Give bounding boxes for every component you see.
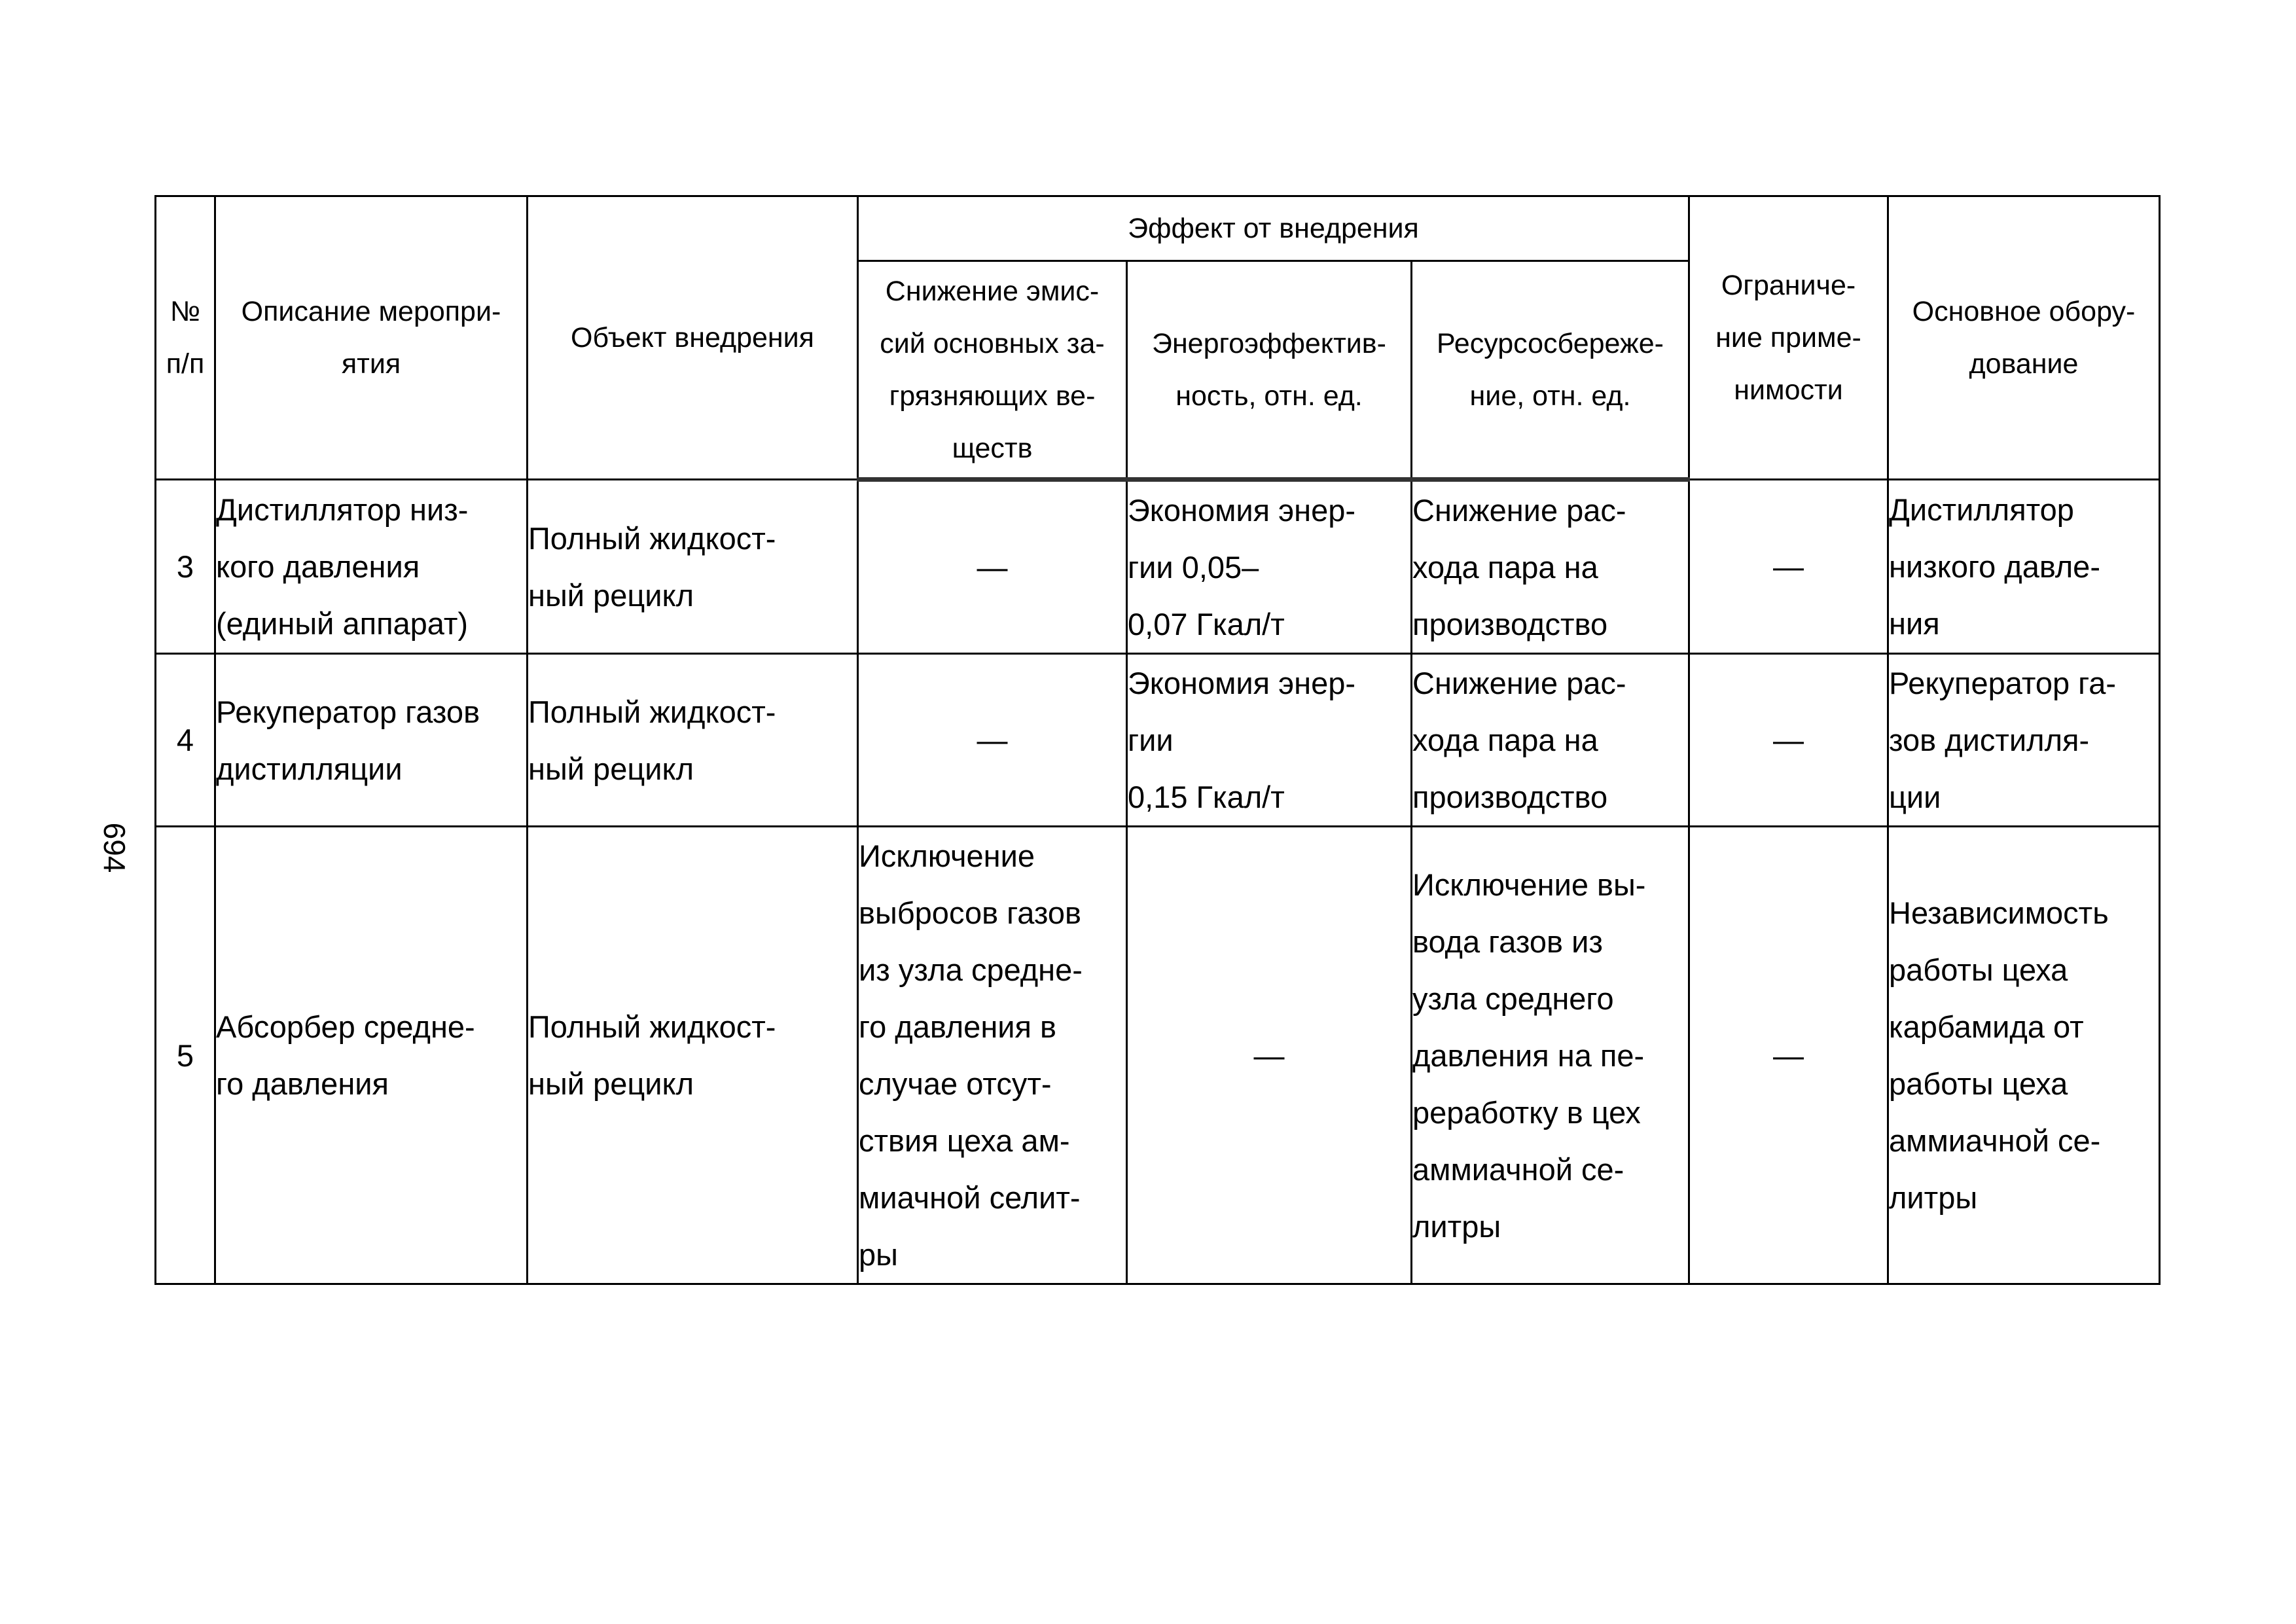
header-energy: Энергоэффектив- ность, отн. ед. <box>1127 261 1412 480</box>
cell-object: Полный жидкост- ный рецикл <box>528 827 858 1284</box>
cell-limits: — <box>1689 654 1888 827</box>
measures-table <box>154 195 2161 1285</box>
cell-equipment: Рекуператор га- зов дистилля- ции <box>1888 654 2160 827</box>
cell-resources: Снижение рас- хода пара на производство <box>1412 480 1689 654</box>
header-equipment: Основное обору- дование <box>1888 196 2160 480</box>
header-limits: Ограниче- ние приме- нимости <box>1689 196 1888 480</box>
cell-num: 5 <box>156 827 215 1284</box>
cell-limits: — <box>1689 827 1888 1284</box>
cell-description: Абсорбер средне- го давления <box>215 827 528 1284</box>
table-row <box>156 827 2160 1284</box>
cell-equipment: Дистиллятор низкого давле- ния <box>1888 480 2160 654</box>
cell-resources: Снижение рас- хода пара на производство <box>1412 654 1689 827</box>
header-num: № п/п <box>156 196 215 480</box>
header-effect: Эффект от внедрения <box>858 196 1689 261</box>
header-description: Описание меропри- ятия <box>215 196 528 480</box>
cell-emissions: — <box>858 480 1127 654</box>
cell-energy: Экономия энер- гии 0,05– 0,07 Гкал/т <box>1127 480 1412 654</box>
cell-limits: — <box>1689 480 1888 654</box>
cell-num: 4 <box>156 654 215 827</box>
cell-object: Полный жидкост- ный рецикл <box>528 480 858 654</box>
cell-energy: Экономия энер- гии 0,15 Гкал/т <box>1127 654 1412 827</box>
cell-description: Дистиллятор низ- кого давления (единый аппарат) <box>215 480 528 654</box>
header-object: Объект внедрения <box>528 196 858 480</box>
table-header <box>156 196 2160 480</box>
cell-num: 3 <box>156 480 215 654</box>
cell-emissions: — <box>858 654 1127 827</box>
header-resources: Ресурсосбереже- ние, отн. ед. <box>1412 261 1689 480</box>
cell-equipment: Независимость работы цеха карбамида от работы цеха аммиачной се- литры <box>1888 827 2160 1284</box>
cell-energy: — <box>1127 827 1412 1284</box>
cell-resources: Исключение вы- вода газов из узла среднего давления на пе- реработку в цех аммиачной се- литры <box>1412 827 1689 1284</box>
header-emissions: Снижение эмис- сий основных за- грязняющих ве- ществ <box>858 261 1127 480</box>
cell-object: Полный жидкост- ный рецикл <box>528 654 858 827</box>
cell-description: Рекуператор газов дистилляции <box>215 654 528 827</box>
page-number: 694 <box>98 822 132 873</box>
table-row <box>156 480 2160 654</box>
cell-emissions: Исключение выбросов газов из узла средне- го давления в случае отсут- ствия цеха ам- миачной селит- ры <box>858 827 1127 1284</box>
table-row <box>156 654 2160 827</box>
